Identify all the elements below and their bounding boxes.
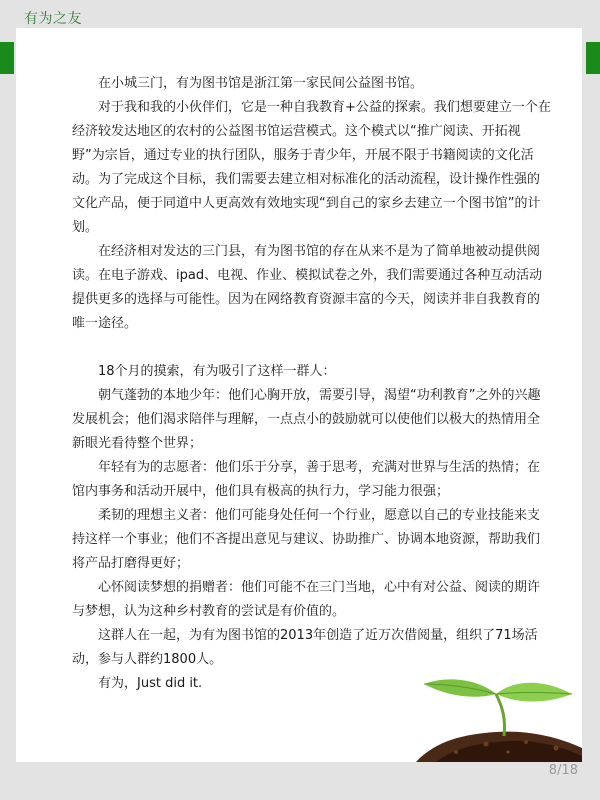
paragraph: 年轻有为的志愿者：他们乐于分享，善于思考，充满对世界与生活的热情；在馆内事务和活动开展中，他们具有极高的执行力，学习能力很强； (72, 460, 541, 499)
paragraph: 18个月的摸索，有为吸引了这样一群人： (98, 364, 336, 379)
page-number: 8/18 (548, 763, 578, 778)
paragraph: 有为，Just did it. (98, 676, 203, 691)
paragraph: 朝气蓬勃的本地少年：他们心胸开放，需要引导，渴望“功利教育”之外的兴趣发展机会；他们渴求陪伴与理解，一点点小的鼓励就可以使他们以极大的热情用全新眼光看待整个世界； (72, 388, 541, 451)
right-green-tab (586, 42, 600, 74)
paragraph: 在经济相对发达的三门县，有为图书馆的存在从来不是为了简单地被动提供阅读。在电子游戏、ipad、电视、作业、模拟试卷之外，我们需要通过各种互动活动提供更多的选择与可能性。因为在网络教育资源丰富的今天，阅读并非自我教育的唯一途径。 (72, 244, 543, 331)
paragraph: 对于我和我的小伙伴们，它是一种自我教育+公益的探索。我们想要建立一个在经济较发达地区的农村的公益图书馆运营模式。这个模式以“推广阅读、开拓视野”为宗旨，通过专业的执行团队，服务于青少年，开展不限于书籍阅读的文化活动。为了完成这个目标，我们需要去建立相对标准化的活动流程，设计操作性强的文化产品，便于同道中人更高效有效地实现“到自己的家乡去建立一个图书馆”的计划。 (72, 100, 551, 235)
paragraph-spacer (72, 336, 552, 360)
document-page (16, 28, 582, 762)
left-green-tab (0, 42, 14, 74)
document-body (72, 72, 552, 696)
paragraph: 心怀阅读梦想的捐赠者：他们可能不在三门当地，心中有对公益、阅读的期许与梦想，认为这种乡村教育的尝试是有价值的。 (72, 580, 541, 619)
paragraph: 这群人在一起，为有为图书馆的2013年创造了近万次借阅量，组织了71场活动，参与人群约1800人。 (72, 628, 538, 667)
document-header-title: 有为之友 (24, 11, 82, 27)
paragraph: 柔韧的理想主义者：他们可能身处任何一个行业，愿意以自己的专业技能来支持这样一个事业；他们不吝提出意见与建议、协助推广、协调本地资源，帮助我们将产品打磨得更好； (72, 508, 541, 571)
seedling-illustration (396, 648, 582, 762)
paragraph: 在小城三门，有为图书馆是浙江第一家民间公益图书馆。 (98, 76, 424, 91)
